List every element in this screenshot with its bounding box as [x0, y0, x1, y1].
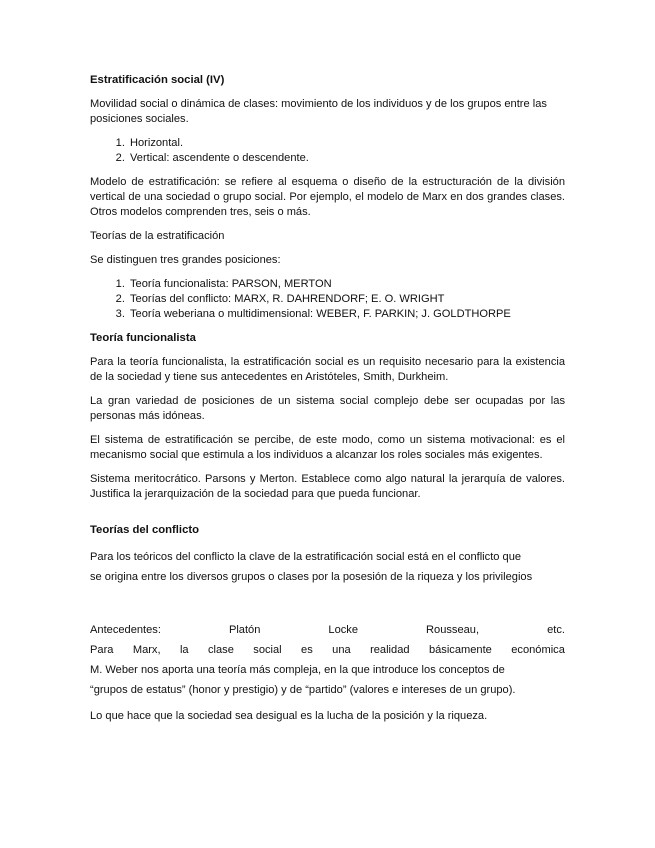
spacer	[90, 511, 565, 523]
list-item: 1. Horizontal.	[128, 136, 565, 151]
word: Platón	[228, 624, 261, 636]
list-item: 2. Vertical: ascendente o descendente.	[128, 151, 565, 166]
antecedentes-line	[90, 620, 565, 640]
word: Antecedentes:	[90, 624, 161, 636]
word: clase	[207, 644, 234, 656]
paragraph-func-2: La gran variedad de posiciones de un sistema social complejo debe ser ocupadas por las personas más idóneas.	[90, 395, 565, 422]
conflicto-heading: Teorías del conflicto	[90, 524, 200, 536]
word: Locke	[328, 624, 359, 636]
spacer	[90, 587, 565, 620]
paragraph-final: Lo que hace que la sociedad sea desigual es la lucha de la posición y la riqueza.	[90, 710, 488, 722]
word: básicamente	[428, 644, 492, 656]
teorias-heading: Teorías de la estratificación	[90, 230, 225, 242]
list-item: 3. Teoría weberiana o multidimensional: WEBER, F. PARKIN; J. GOLDTHORPE	[128, 307, 565, 322]
word: Rousseau,	[426, 624, 480, 636]
weber-line-1: M. Weber nos aporta una teoría más compleja, en la que introduce los conceptos de	[90, 664, 505, 676]
teorias-list	[90, 277, 565, 322]
word: etc.	[547, 624, 565, 636]
word: realidad	[370, 644, 410, 656]
paragraph-distinguen: Se distinguen tres grandes posiciones:	[90, 254, 281, 266]
word: la	[179, 644, 189, 656]
movilidad-list	[90, 136, 565, 166]
word: una	[332, 644, 351, 656]
paragraph-movilidad: Movilidad social o dinámica de clases: movimiento de los individuos y de los grupos entre las posiciones sociales.	[90, 98, 547, 125]
paragraph-modelo: Modelo de estratificación: se refiere al esquema o diseño de la estructuración de la división vertical de una sociedad o grupo social. Por ejemplo, el modelo de Marx en dos grandes clases. Otros modelos comprenden tres, seis o más.	[90, 176, 565, 218]
paragraph-func-3: El sistema de estratificación se percibe, de este modo, como un sistema motivacional: es el mecanismo social que estimula a los individuos a alcanzar los roles sociales más exigentes.	[90, 434, 565, 461]
document-page	[90, 73, 565, 733]
word: económica	[511, 644, 565, 656]
marx-line	[90, 640, 565, 660]
word: Para	[90, 644, 114, 656]
list-item: 2. Teorías del conflicto: MARX, R. DAHRENDORF; E. O. WRIGHT	[128, 292, 565, 307]
conflicto-line-1: Para los teóricos del conflicto la clave de la estratificación social está en el conflicto que	[90, 551, 522, 563]
paragraph-func-4: Sistema meritocrático. Parsons y Merton. Establece como algo natural la jerarquía de valores. Justifica la jerarquización de la sociedad para que pueda funcionar.	[90, 473, 565, 500]
weber-line-2: “grupos de estatus” (honor y prestigio) y de “partido” (valores e intereses de un grupo).	[90, 684, 516, 696]
word: social	[253, 644, 282, 656]
paragraph-func-1: Para la teoría funcionalista, la estratificación social es un requisito necesario para la existencia de la sociedad y tiene sus antecedentes en Aristóteles, Smith, Durkheim.	[90, 356, 565, 383]
funcionalista-heading: Teoría funcionalista	[90, 332, 196, 344]
page-title: Estratificación social (IV)	[90, 74, 225, 86]
word: Marx,	[132, 644, 161, 656]
word: es	[301, 644, 313, 656]
conflicto-line-2: se origina entre los diversos grupos o clases por la posesión de la riqueza y los privilegios	[90, 571, 533, 583]
list-item: 1. Teoría funcionalista: PARSON, MERTON	[128, 277, 565, 292]
